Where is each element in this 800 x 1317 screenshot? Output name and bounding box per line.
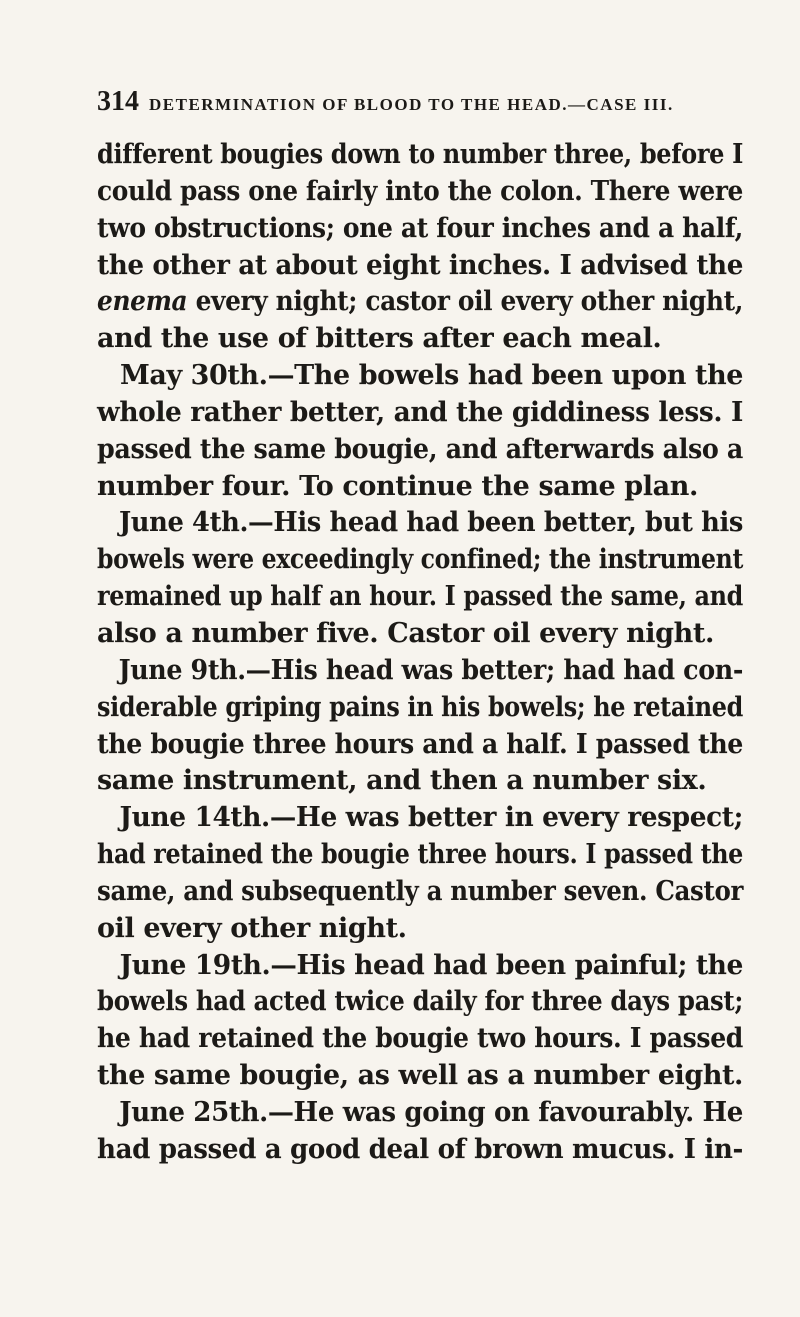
text-line: May 30th.—The bowels had been upon the xyxy=(119,360,744,392)
text-line: same instrument, and then a number six. xyxy=(97,765,707,797)
text-line: whole rather better, and the giddiness less. I xyxy=(97,396,743,428)
text-line: also a number five. Castor oil every night. xyxy=(97,617,714,649)
text-line: passed the same bougie, and afterwards also a xyxy=(97,433,743,465)
text-line: siderable griping pains in his bowels; he retained xyxy=(97,691,743,723)
text-line: bowels had acted twice daily for three days past; xyxy=(97,986,743,1018)
text-line: June 25th.—He was going on favourably. He xyxy=(119,1096,744,1128)
text-line: June 14th.—He was better in every respect; xyxy=(119,802,743,834)
running-head xyxy=(97,86,742,116)
text-line: the other at about eight inches. I advised the xyxy=(97,249,743,281)
text-line: two obstructions; one at four inches and a half, xyxy=(97,212,744,244)
text-line: number four. To continue the same plan. xyxy=(97,470,698,502)
text-line: oil every other night. xyxy=(97,912,407,944)
text-line: could pass one fairly into the colon. There were xyxy=(97,175,744,207)
text-line: had retained the bougie three hours. I passed the xyxy=(97,839,743,871)
text-line: the same bougie, as well as a number eight. xyxy=(97,1060,744,1092)
text-line: June 19th.—His head had been painful; the xyxy=(119,949,744,981)
running-title: DETERMINATION OF BLOOD TO THE HEAD.—CASE III. xyxy=(149,95,674,114)
text-line: had passed a good deal of brown mucus. I in- xyxy=(97,1133,743,1165)
text-span: every night; castor oil every other night, xyxy=(187,286,743,318)
text-line-enema xyxy=(97,284,743,321)
text-line: he had retained the bougie two hours. I passed xyxy=(97,1023,744,1055)
text-line: the bougie three hours and a half. I passed the xyxy=(97,728,743,760)
body-text xyxy=(97,137,743,1169)
page-number: 314 xyxy=(97,86,139,117)
text-line: remained up half an hour. I passed the same, and xyxy=(97,581,744,613)
italic-word: enema xyxy=(97,286,188,318)
text-line: same, and subsequently a number seven. Castor xyxy=(97,875,744,907)
text-line: bowels were exceedingly confined; the instrument xyxy=(97,544,743,576)
text-line: June 4th.—His head had been better, but his xyxy=(118,507,744,539)
text-line: different bougies down to number three, before I xyxy=(97,139,744,170)
text-line: June 9th.—His head was better; had had con- xyxy=(118,654,743,686)
text-line: and the use of bitters after each meal. xyxy=(97,323,662,355)
